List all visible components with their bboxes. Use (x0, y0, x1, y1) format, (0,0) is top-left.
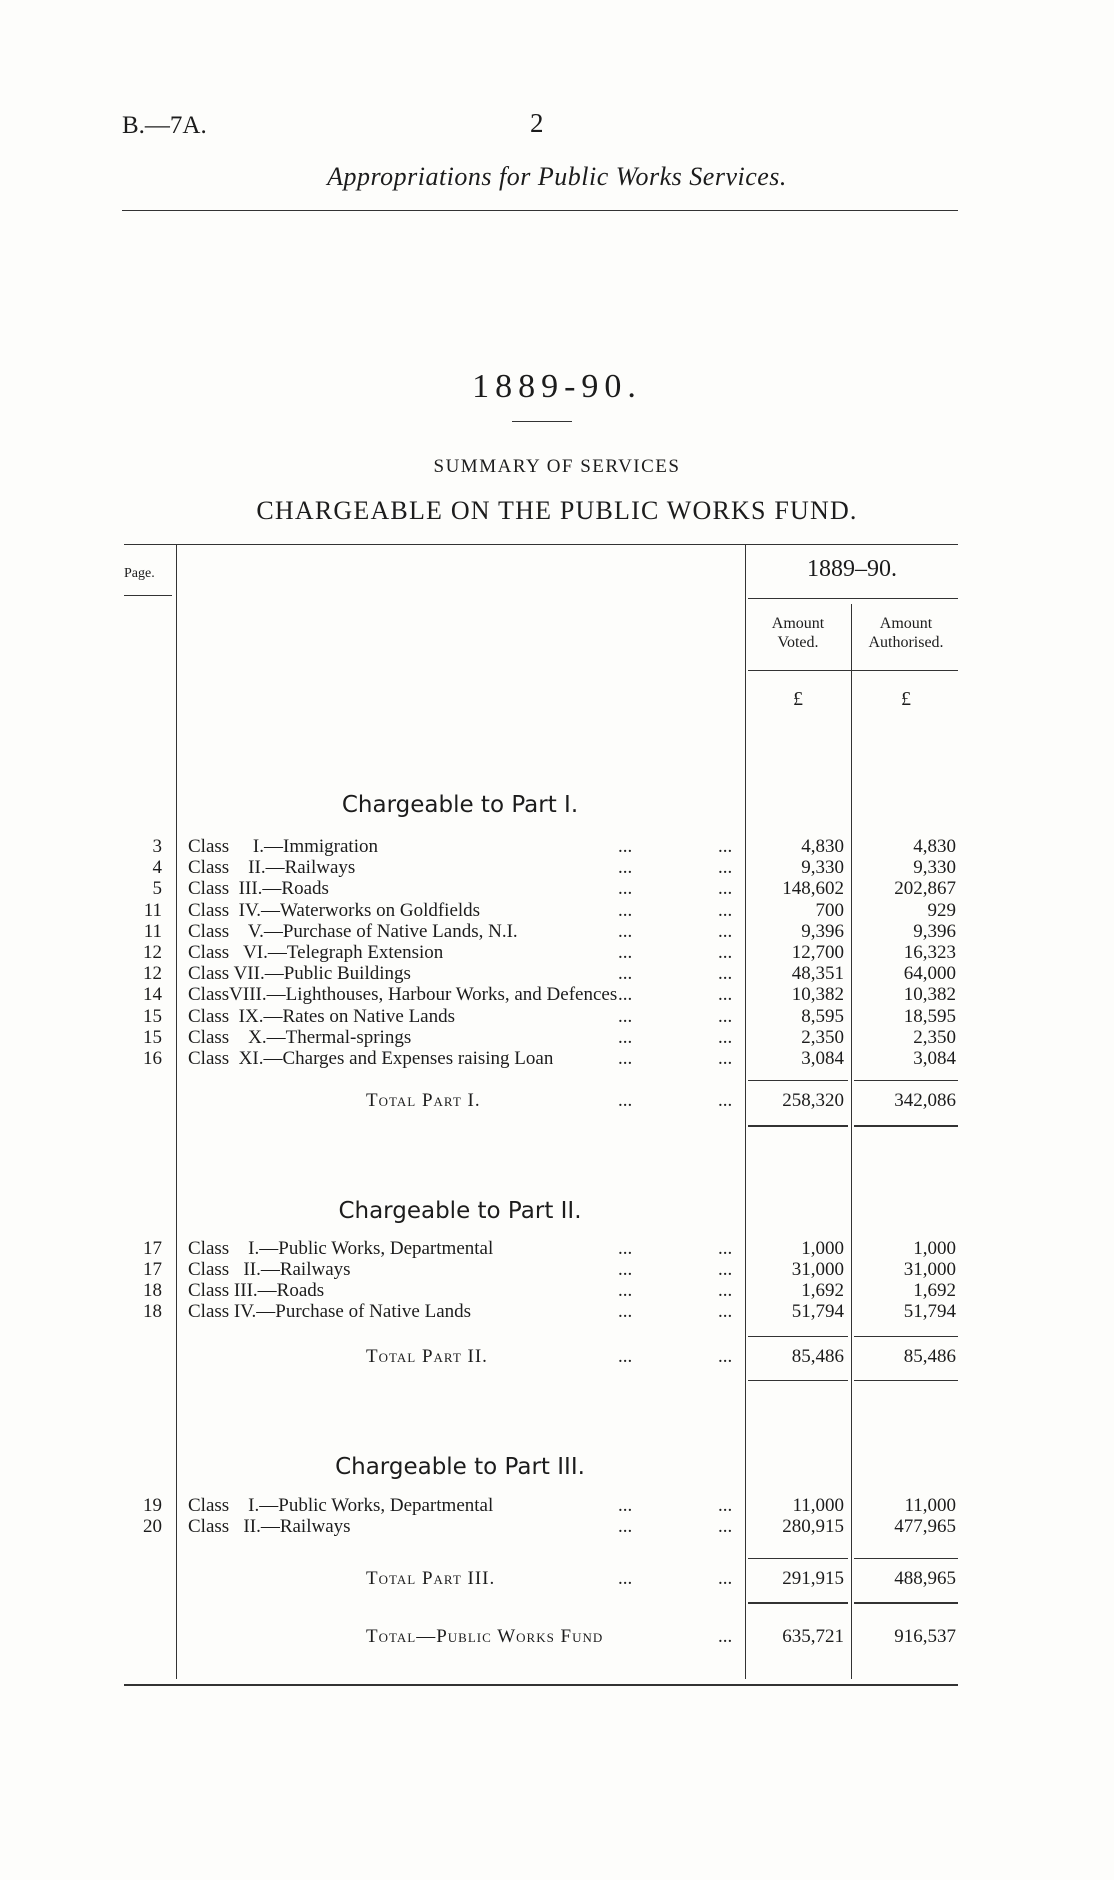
part1-total-underline-voted (748, 1125, 848, 1127)
row-page: 20 (143, 1516, 162, 1537)
leader-dots: ... (618, 1301, 633, 1322)
table-row (0, 857, 1114, 878)
row-voted: 2,350 (801, 1026, 844, 1048)
leader-dots: ... (618, 984, 633, 1006)
row-authorised: 929 (927, 899, 956, 921)
year-title: 1889-90. (472, 368, 642, 405)
leader-dots: ... (718, 1516, 733, 1537)
row-authorised: 2,350 (913, 1026, 956, 1048)
row-authorised: 1,692 (913, 1280, 956, 1301)
row-voted: 4,830 (801, 836, 844, 857)
year-column-header: 1889–90. (807, 556, 897, 582)
subheader-rule (748, 670, 958, 671)
row-page: 3 (152, 836, 162, 857)
amount-voted-header: Amount Voted. (771, 615, 825, 651)
part2-total-underline-authorised (854, 1380, 958, 1381)
leader-dots: ... (618, 857, 633, 879)
year-header-rule (748, 598, 958, 599)
row-label: Class III.—Roads (188, 1280, 325, 1301)
title-rule (512, 421, 572, 422)
leader-dots: ... (718, 984, 733, 1006)
table-row (0, 900, 1114, 921)
grand-total-voted: 635,721 (782, 1626, 844, 1647)
table-row (0, 1516, 1114, 1537)
running-title: Appropriations for Public Works Services. (327, 162, 787, 191)
table-bottom-rule (124, 1684, 958, 1686)
row-page: 15 (143, 1026, 162, 1048)
leader-dots: ... (618, 920, 633, 942)
table-row (0, 963, 1114, 984)
row-page: 14 (143, 984, 162, 1006)
leader-dots: ... (718, 942, 733, 963)
total-voted: 85,486 (791, 1346, 844, 1367)
part2-total-underline-voted (748, 1380, 848, 1381)
row-authorised: 9,330 (913, 857, 956, 879)
leader-dots: ... (618, 836, 633, 857)
leader-dots: ... (618, 942, 633, 963)
leader-dots: ... (718, 1346, 733, 1367)
row-authorised: 202,867 (894, 878, 956, 900)
row-voted: 1,692 (801, 1280, 844, 1301)
row-authorised: 3,084 (913, 1048, 956, 1069)
table-row (0, 921, 1114, 942)
table-row (0, 836, 1114, 857)
row-page: 18 (143, 1301, 162, 1322)
row-page: 18 (143, 1280, 162, 1301)
row-voted: 148,602 (782, 878, 844, 900)
row-voted: 8,595 (801, 1005, 844, 1027)
row-voted: 10,382 (791, 984, 844, 1006)
row-voted: 1,000 (801, 1238, 844, 1259)
row-page: 17 (143, 1259, 162, 1280)
page-header-rule (124, 595, 172, 596)
row-voted: 11,000 (792, 1495, 844, 1516)
leader-dots: ... (718, 857, 733, 879)
row-label: Class I.—Immigration (188, 836, 378, 857)
row-authorised: 1,000 (913, 1238, 956, 1259)
leader-dots: ... (718, 1568, 733, 1589)
table-row (0, 942, 1114, 963)
table-row (0, 1280, 1114, 1301)
row-voted: 48,351 (791, 963, 844, 985)
row-authorised: 9,396 (913, 920, 956, 942)
amount-authorised-header: Amount Authorised. (868, 615, 944, 651)
row-page: 4 (152, 857, 162, 879)
leader-dots: ... (718, 836, 733, 857)
part2-heading: Chargeable to Part II. (338, 1198, 582, 1224)
row-page: 12 (143, 963, 162, 985)
row-label: Class VII.—Public Buildings (188, 963, 411, 985)
leader-dots: ... (718, 1259, 733, 1280)
row-authorised: 16,323 (903, 942, 956, 963)
row-voted: 51,794 (791, 1301, 844, 1322)
page-column-header: Page. (124, 566, 155, 581)
part1-total-underline-authorised (854, 1125, 958, 1127)
leader-dots: ... (718, 1495, 733, 1516)
part1-rule-authorised (854, 1080, 958, 1081)
header-rule (122, 210, 958, 211)
row-page: 19 (143, 1495, 162, 1516)
part3-rule-authorised (854, 1558, 958, 1559)
total-authorised: 342,086 (894, 1090, 956, 1111)
table-row (0, 878, 1114, 899)
row-label: Class VI.—Telegraph Extension (188, 942, 444, 963)
row-label: ClassVIII.—Lighthouses, Harbour Works, and Defences (188, 984, 618, 1006)
total-label: Total Part I. (366, 1090, 481, 1111)
leader-dots: ... (618, 963, 633, 985)
part3-heading: Chargeable to Part III. (335, 1454, 585, 1480)
row-label: Class I.—Public Works, Departmental (188, 1238, 494, 1259)
row-page: 17 (143, 1238, 162, 1259)
row-label: Class IV.—Purchase of Native Lands (188, 1301, 472, 1322)
leader-dots: ... (618, 1568, 633, 1589)
row-authorised: 31,000 (903, 1259, 956, 1280)
voted-currency: £ (793, 688, 803, 710)
leader-dots: ... (618, 1238, 633, 1259)
leader-dots: ... (618, 1005, 633, 1027)
row-page: 16 (143, 1048, 162, 1069)
row-label: Class IV.—Waterworks on Goldfields (188, 899, 481, 921)
row-label: Class II.—Railways (188, 1259, 351, 1280)
row-authorised: 10,382 (903, 984, 956, 1006)
grand-total-row (0, 1626, 1114, 1647)
table-row (0, 984, 1114, 1005)
leader-dots: ... (618, 1048, 633, 1069)
authorised-currency: £ (901, 688, 911, 710)
leader-dots: ... (618, 878, 633, 900)
leader-dots: ... (618, 1090, 633, 1111)
leader-dots: ... (618, 899, 633, 921)
chargeable-title: CHARGEABLE ON THE PUBLIC WORKS FUND. (256, 496, 858, 525)
table-top-rule (124, 544, 958, 545)
leader-dots: ... (718, 899, 733, 921)
table-row (0, 1048, 1114, 1069)
leader-dots: ... (718, 1626, 733, 1647)
row-voted: 12,700 (791, 942, 844, 963)
row-authorised: 477,965 (894, 1516, 956, 1537)
row-voted: 700 (815, 899, 844, 921)
row-authorised: 4,830 (913, 836, 956, 857)
part3-rule-voted (748, 1558, 848, 1559)
part3-total-underline-voted (748, 1602, 848, 1604)
leader-dots: ... (718, 1238, 733, 1259)
total-voted: 291,915 (782, 1568, 844, 1589)
total-voted: 258,320 (782, 1090, 844, 1111)
row-label: Class IX.—Rates on Native Lands (188, 1005, 456, 1027)
part2-total-row (0, 1346, 1114, 1367)
row-label: Class I.—Public Works, Departmental (188, 1495, 494, 1516)
row-label: Class II.—Railways (188, 1516, 351, 1537)
grand-total-label: Total—Public Works Fund (366, 1626, 604, 1647)
page-number: 2 (530, 108, 544, 138)
leader-dots: ... (718, 920, 733, 942)
row-page: 15 (143, 1005, 162, 1027)
row-page: 12 (143, 942, 162, 963)
row-page: 11 (143, 899, 162, 921)
row-voted: 280,915 (782, 1516, 844, 1537)
leader-dots: ... (718, 1301, 733, 1322)
row-label: Class V.—Purchase of Native Lands, N.I. (188, 920, 518, 942)
part2-rule-voted (748, 1336, 848, 1337)
row-label: Class III.—Roads (188, 878, 329, 900)
row-label: Class X.—Thermal-springs (188, 1026, 412, 1048)
table-row (0, 1495, 1114, 1516)
leader-dots: ... (618, 1346, 633, 1367)
leader-dots: ... (618, 1259, 633, 1280)
leader-dots: ... (618, 1495, 633, 1516)
leader-dots: ... (718, 1026, 733, 1048)
row-authorised: 11,000 (904, 1495, 956, 1516)
leader-dots: ... (718, 1280, 733, 1301)
document-reference: B.—7A. (122, 112, 207, 139)
row-page: 5 (152, 878, 162, 900)
summary-title: SUMMARY OF SERVICES (433, 456, 681, 477)
part1-total-row (0, 1090, 1114, 1111)
total-authorised: 85,486 (903, 1346, 956, 1367)
row-page: 11 (143, 920, 162, 942)
row-voted: 9,330 (801, 857, 844, 879)
leader-dots: ... (718, 1005, 733, 1027)
leader-dots: ... (718, 1048, 733, 1069)
row-authorised: 18,595 (903, 1005, 956, 1027)
leader-dots: ... (618, 1516, 633, 1537)
total-label: Total Part III. (366, 1568, 496, 1589)
total-authorised: 488,965 (894, 1568, 956, 1589)
grand-total-authorised: 916,537 (894, 1626, 956, 1647)
row-authorised: 64,000 (903, 963, 956, 985)
row-authorised: 51,794 (903, 1301, 956, 1322)
leader-dots: ... (718, 1090, 733, 1111)
table-row (0, 1238, 1114, 1259)
leader-dots: ... (618, 1026, 633, 1048)
table-row (0, 1301, 1114, 1322)
table-row (0, 1006, 1114, 1027)
leader-dots: ... (618, 1280, 633, 1301)
row-voted: 3,084 (801, 1048, 844, 1069)
part1-heading: Chargeable to Part I. (341, 792, 579, 818)
table-row (0, 1027, 1114, 1048)
row-label: Class XI.—Charges and Expenses raising Loan (188, 1048, 554, 1069)
table-row (0, 1259, 1114, 1280)
row-label: Class II.—Railways (188, 857, 356, 879)
row-voted: 9,396 (801, 920, 844, 942)
leader-dots: ... (718, 963, 733, 985)
part1-rule-voted (748, 1080, 848, 1081)
part3-total-row (0, 1568, 1114, 1589)
part2-rule-authorised (854, 1336, 958, 1337)
row-voted: 31,000 (791, 1259, 844, 1280)
part3-total-underline-authorised (854, 1602, 958, 1604)
total-label: Total Part II. (366, 1346, 488, 1367)
leader-dots: ... (718, 878, 733, 900)
